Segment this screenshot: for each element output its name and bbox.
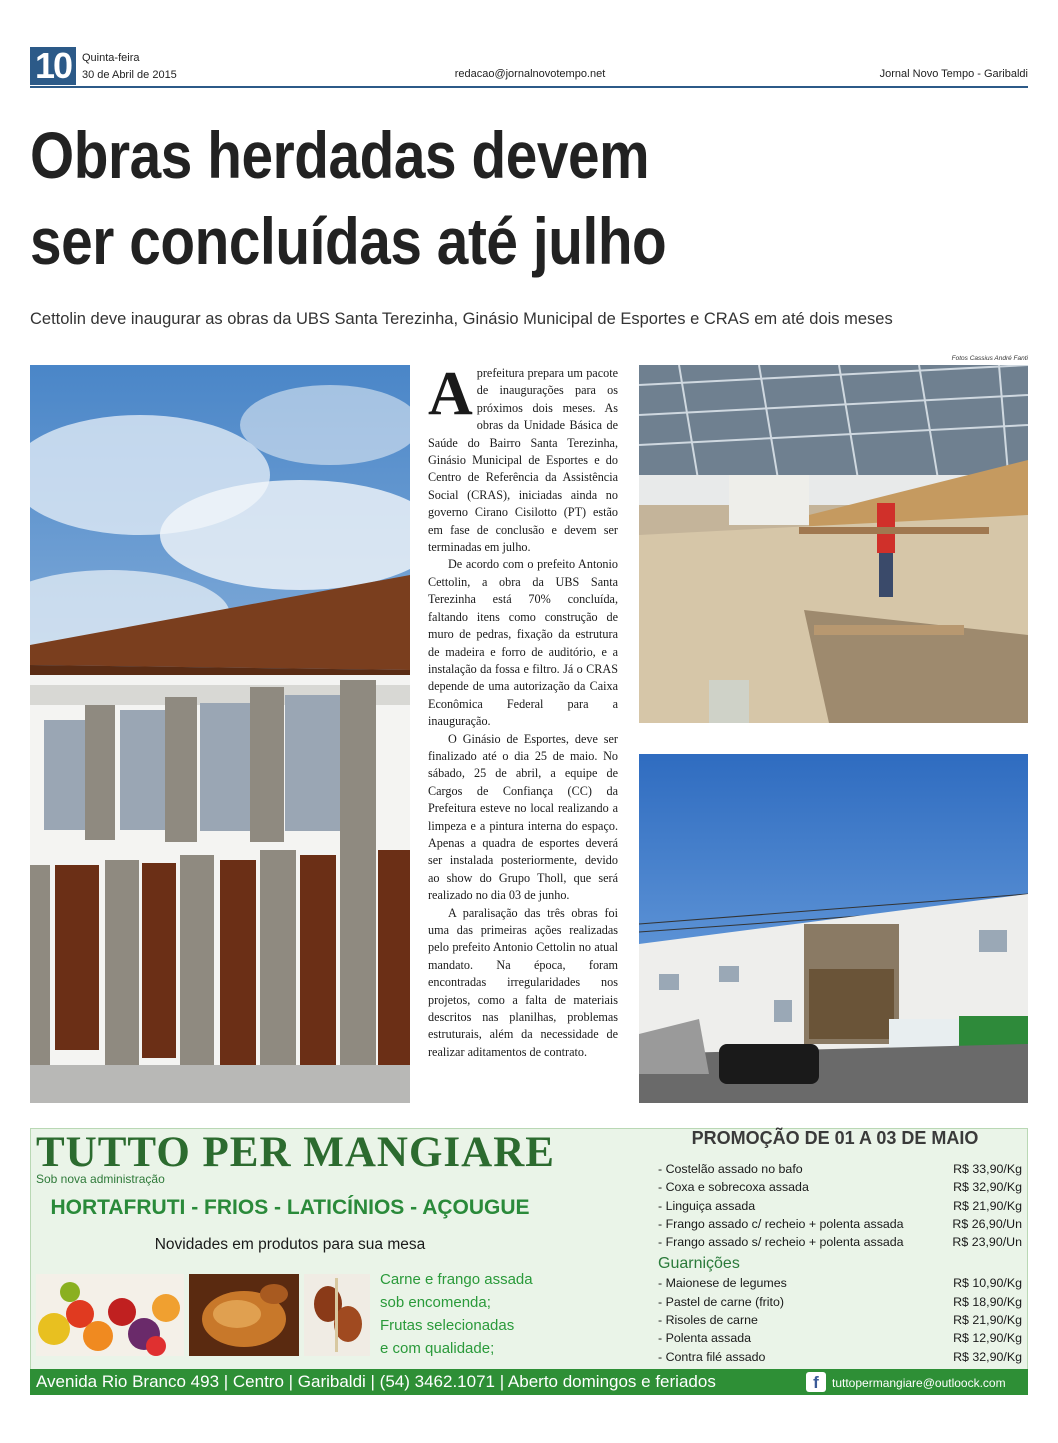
promo-item: - Linguiça assada R$ 21,90/Kg xyxy=(658,1198,1022,1213)
ad-categories: HORTAFRUTI - FRIOS - LATICÍNIOS - AÇOUGUE xyxy=(50,1196,530,1219)
facebook-icon: f xyxy=(806,1372,826,1392)
ad-special-line: Frutas selecionadas xyxy=(380,1317,515,1334)
skewer-meat-image xyxy=(304,1274,370,1356)
cras-building-photo xyxy=(639,754,1028,1103)
ad-subtitle: Sob nova administração xyxy=(36,1172,165,1186)
subheadline: Cettolin deve inaugurar as obras da UBS Santa Terezinha, Ginásio Municipal de Esportes e CRAS em até dois meses xyxy=(30,310,893,328)
page-number: 10 xyxy=(30,47,76,85)
garnish-title: Guarnições xyxy=(658,1255,740,1273)
ad-email: tuttopermangiare@outloock.com xyxy=(832,1376,1006,1390)
garnish-item: - Maionese de legumes R$ 10,90/Kg xyxy=(658,1276,1022,1291)
promo-item: - Frango assado c/ recheio + polenta assada R$ 26,90/Un xyxy=(658,1216,1022,1231)
ad-brand: TUTTO PER MANGIARE xyxy=(36,1129,555,1176)
garnish-item: - Risoles de carne R$ 21,90/Kg xyxy=(658,1313,1022,1328)
promo-item: - Frango assado s/ recheio + polenta assada R$ 23,90/Un xyxy=(658,1235,1022,1250)
ad-special-line: e com qualidade; xyxy=(380,1340,495,1357)
price-list xyxy=(658,1160,1022,1366)
ad-special-line: Carne e frango assada xyxy=(380,1271,533,1288)
ad-special-offer xyxy=(380,1268,580,1360)
ubs-building-photo xyxy=(30,365,410,1103)
promo-title: PROMOÇÃO DE 01 A 03 DE MAIO xyxy=(691,1128,979,1148)
article-paragraph-4: A paralisação das três obras foi uma das primeiras ações realizadas pelo prefeito Antonio Cettolin no atual mandato. Na época, foram encontradas irregularidades nos projetos, como a falta de materiais descritos nas planilhas, problemas estruturais, além da necessidade de realizar aditamentos de contrato. xyxy=(428,905,618,1059)
photo-credit: Fotos Cassius André Fanti xyxy=(951,355,1028,362)
garnish-item: - Pastel de carne (frito) R$ 18,90/Kg xyxy=(658,1294,1022,1309)
article-paragraph-3: O Ginásio de Esportes, deve ser finalizado até o dia 25 de maio. No sábado, 25 de abril, a equipe de Cargos de Confiança (CC) da Prefeitura esteve no local realizando a limpeza e a pintura interna do espaço. Apenas a quadra de esportes deverá ser instalada posteriormente, devido ao show do Grupo Tholl, que será realizado no dia 03 de junho. xyxy=(428,731,618,903)
issue-date: 30 de Abril de 2015 xyxy=(82,69,177,81)
garnish-item: - Contra filé assado R$ 32,90/Kg xyxy=(658,1349,1022,1364)
headline xyxy=(30,112,684,284)
article-paragraph-1: Aprefeitura prepara um pacote de inaugurações para os próximos dois meses. As obras da Unidade Básica de Saúde do Bairro Santa Terezinha, Ginásio Municipal de Esportes e do Centro de Referência da Assistência Social (CRAS), iniciadas ainda no governo Cirano Cisilotto (PT) estão em fase de conclusão e devem ser terminadas em julho. xyxy=(428,360,618,555)
ad-address: Avenida Rio Branco 493 | Centro | Garibaldi | (54) 3462.1071 | Aberto domingos e feriados xyxy=(36,1372,716,1391)
promo-item: - Coxa e sobrecoxa assada R$ 32,90/Kg xyxy=(658,1180,1022,1195)
drop-cap: A xyxy=(428,360,473,428)
roast-chicken-image xyxy=(189,1274,299,1356)
headline-line-2: ser concluídas até julho xyxy=(30,204,667,278)
headline-line-1: Obras herdadas devem xyxy=(30,118,650,192)
weekday: Quinta-feira xyxy=(82,52,140,64)
article-paragraph-2: De acordo com o prefeito Antonio Cettolin, a obra da UBS Santa Terezinha está 70% concluída, faltando itens como construção de muro de pedras, fixação da estrutura de madeira e forro de auditório, e a instalação da fossa e filtro. Já o CRAS depende de uma autorização da Caixa Econômica Federal para a inauguração. xyxy=(428,557,618,729)
newspaper-name: Jornal Novo Tempo - Garibaldi xyxy=(879,68,1028,80)
garnish-item: - Polenta assada R$ 12,90/Kg xyxy=(658,1331,1022,1346)
promo-item: - Costelão assado no bafo R$ 33,90/Kg xyxy=(658,1162,1022,1176)
fruit-image xyxy=(36,1274,184,1356)
header-rule xyxy=(30,86,1028,88)
ad-special-line: sob encomenda; xyxy=(380,1294,491,1311)
newsroom-email: redacao@jornalnovotempo.net xyxy=(454,68,606,80)
article-body xyxy=(428,360,618,1061)
gymnasium-photo xyxy=(639,365,1028,723)
ad-tagline: Novidades em produtos para sua mesa xyxy=(154,1236,426,1253)
